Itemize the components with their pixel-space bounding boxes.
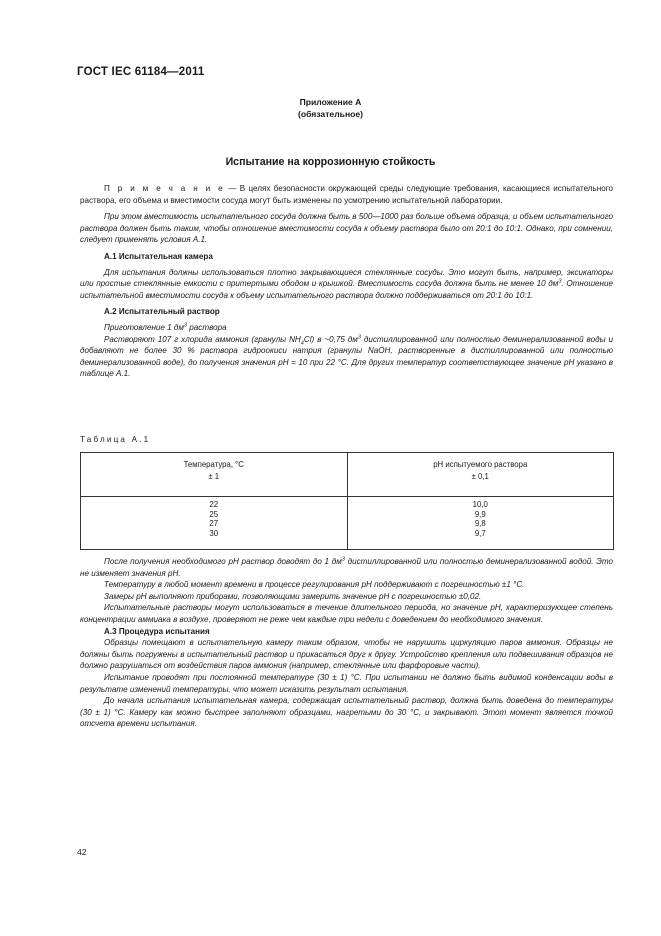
col1-tolerance: ± 1 bbox=[208, 472, 220, 481]
a2-prep-2: раствора bbox=[187, 322, 227, 332]
after-table-p4: Испытательные растворы могут использоваться в течение длительного периода, но значение pH, характеризующее степень концентрации аммиака в воздухе, проверяют не реже чем каждые три недели с доведением до необходимого значения. bbox=[80, 603, 613, 624]
temperature-value: 30 bbox=[209, 528, 219, 538]
note-prefix: П р и м е ч а н и е bbox=[104, 184, 225, 193]
ph-value: 10,0 bbox=[472, 500, 488, 509]
col2-tolerance: ± 0,1 bbox=[471, 472, 489, 481]
section-a3-heading: А.3 Процедура испытания bbox=[104, 626, 210, 636]
table-header-row bbox=[81, 453, 614, 497]
note-text: — В целях безопасности окружающей среды следующие требования, касающиеся испытательного раствора, его объема и вместимости сосуда могут быть изменены по усмотрению испытательной лаборатории. bbox=[80, 184, 613, 205]
after-p1-sup: 3 bbox=[341, 556, 345, 563]
after-table-p3: Замеры pH выполняют приборами, позволяющими замерить значение pH с погрешностью ±0,02. bbox=[104, 591, 482, 601]
a2-prep-line bbox=[80, 322, 613, 334]
a2-dissolve-1: Растворяют 107 г хлорида аммония (гранулы NH bbox=[104, 334, 301, 344]
table-cell-ph-values bbox=[347, 497, 614, 550]
table-cell-temperatures bbox=[81, 497, 348, 550]
intro-paragraph: При этом вместимость испытательного сосуда должна быть в 500—1000 раз больше объема образца, и объем испытательного раствора должен быть таким, чтобы отношение вместимости сосуда к объему раствора было от 20:1 до 10:1. Однако, при сомнении, следует применять условия А.1. bbox=[80, 212, 613, 245]
ph-value: 9,7 bbox=[474, 528, 486, 538]
a1-text-2: . Отношение испытательной вместимости сосуда к объему испытательного раствора должно поддерживаться от 20:1 до 10:1. bbox=[80, 279, 613, 300]
a3-paragraph-2: Испытание проводят при постоянной температуре (30 ± 1) °С. При испытании не должно быть видимой конденсации воды в результате изменений температуры, что может исказить результат испытания. bbox=[80, 672, 613, 694]
document-header: ГОСТ IEC 61184—2011 bbox=[77, 66, 205, 78]
temperature-value: 27 bbox=[209, 519, 219, 529]
a2-dissolve-2: Cl) в ~0,75 дм bbox=[303, 334, 358, 344]
appendix-status: (обязательное) bbox=[297, 109, 364, 119]
table-header-temperature bbox=[81, 453, 348, 497]
appendix-title: Испытание на коррозионную стойкость bbox=[225, 156, 436, 168]
a1-sup: 3 bbox=[558, 278, 562, 285]
page-number: 42 bbox=[77, 847, 87, 857]
table-header-ph bbox=[347, 453, 614, 497]
col2-header: pH испытуемого раствора bbox=[433, 460, 528, 469]
ph-value: 9,9 bbox=[474, 509, 486, 519]
a2-dissolve-sup: 3 bbox=[357, 333, 361, 340]
after-table-p2: Температуру в любой момент времени в процессе регулирования pH поддерживают с погрешностью ±1 °С. bbox=[104, 580, 525, 590]
a2-dissolve-paragraph bbox=[80, 334, 613, 380]
a2-dissolve-3: дистиллированной или полностью деминерализованной воды и добавляют не более 30 % раствора гидроокиси натрия (гранулы NaOH, растворенные в дистиллированной или полностью деминерализованной воде), до получения значения pH = 10 при 22 °C. Для других температур соответствующее значение pH указано в таблице А.1. bbox=[80, 334, 613, 379]
section-a1-text bbox=[80, 267, 613, 302]
temperature-value: 25 bbox=[209, 509, 219, 519]
after-table-p1 bbox=[80, 556, 613, 579]
a2-dissolve-sub: 4 bbox=[300, 340, 304, 347]
temperature-value: 22 bbox=[209, 500, 219, 509]
a2-prep-sup: 3 bbox=[183, 322, 188, 329]
after-p1-b: дистиллированной или полностью деминерализованной водой. Это не изменяет значения pH. bbox=[80, 557, 614, 578]
text-block-bottom bbox=[80, 556, 613, 730]
section-a1-heading: А.1 Испытательная камера bbox=[104, 251, 213, 261]
a2-prep-1: Приготовление 1 дм bbox=[104, 322, 184, 332]
a3-paragraph-3: До начала испытания испытательная камера, содержащая испытательный раствор, должна быть доведена до температуры (30 ± 1) °С. Камеру как можно быстрее заполняют образцами, нагретыми до 30 °С, и закрывают. Этот момент является точкой отсчета времени испытания. bbox=[80, 696, 613, 729]
col1-header: Температура, °С bbox=[183, 460, 244, 469]
table-caption: Таблица А.1 bbox=[80, 435, 151, 444]
note-paragraph bbox=[80, 183, 613, 206]
a1-text-1: Для испытания должны использоваться плотно закрывающиеся стеклянные сосуды. Это могут быть, например, эксикаторы или простые стеклянные емкости с притертыми ободом и крышкой. Вместимость сосуда должна быть не менее 10 дм bbox=[80, 267, 613, 289]
after-p1-a: После получения необходимого pH раствор доводят до 1 дм bbox=[104, 557, 342, 566]
text-block-top bbox=[80, 183, 613, 380]
ph-value: 9,8 bbox=[474, 519, 486, 529]
appendix-label: Приложение А bbox=[299, 97, 362, 107]
ph-table bbox=[80, 452, 614, 550]
section-a2-heading: А.2 Испытательный раствор bbox=[104, 307, 220, 317]
a3-paragraph-1: Образцы помещают в испытательную камеру таким образом, чтобы не нарушить циркуляцию паров аммония. Образцы не должны быть погружены в испытательный раствор и прикасаться друг к другу. Устройство крепления или подвешивания образцов не должно разрушаться от воздействия паров аммония (например, стеклянные или фарфоровые части). bbox=[80, 638, 613, 671]
table-row bbox=[81, 497, 614, 550]
